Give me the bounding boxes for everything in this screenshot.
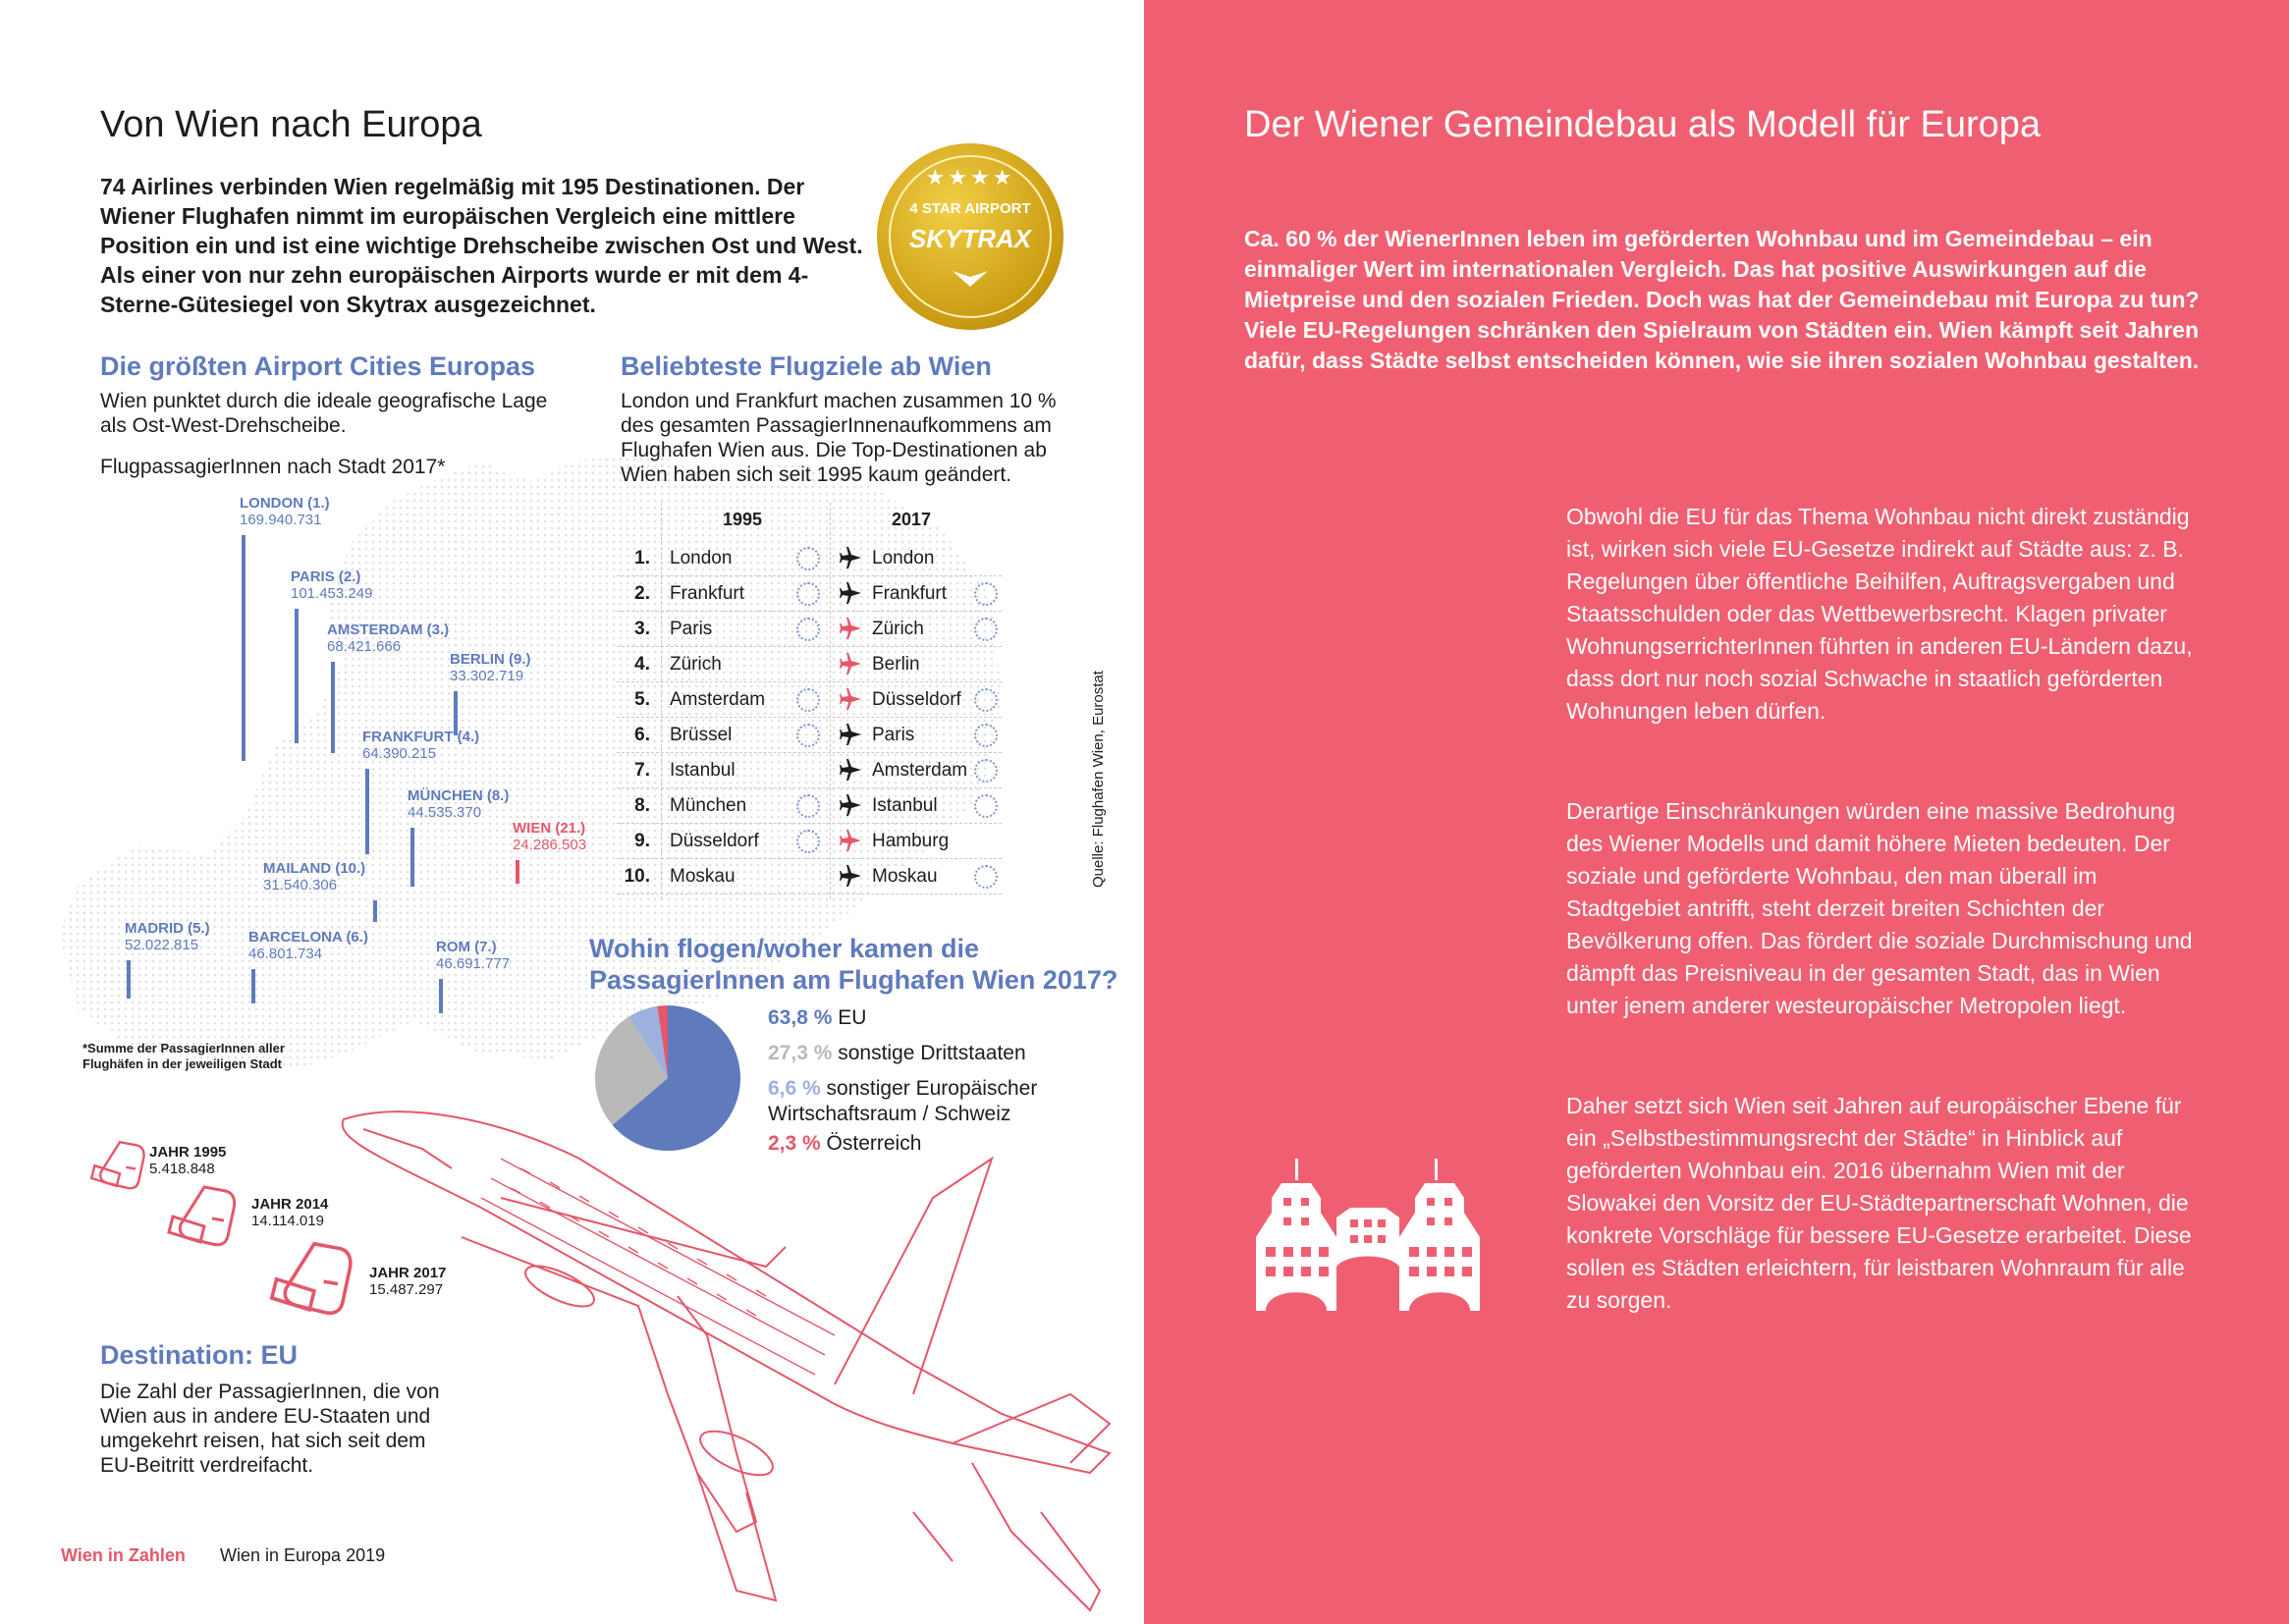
- footer-brand: Wien in Zahlen: [61, 1545, 186, 1565]
- dotted-circle-icon: [796, 547, 820, 570]
- destination-1995: München: [670, 795, 747, 816]
- table-row: [617, 752, 1002, 788]
- pie-legend-label: EU: [838, 1006, 867, 1029]
- pie-legend-label: sonstige Drittstaaten: [838, 1042, 1026, 1064]
- city-bar: [127, 960, 131, 999]
- dotted-circle-icon: [796, 794, 820, 818]
- dotted-circle-icon: [974, 794, 998, 818]
- right-title: Der Wiener Gemeindebau als Modell für Europa: [1244, 104, 2042, 145]
- destination-2017: Düsseldorf: [872, 689, 961, 710]
- destination-2017: Frankfurt: [872, 583, 948, 604]
- city-value: 169.940.731: [240, 512, 322, 528]
- footer-publication: Wien in Europa 2019: [220, 1545, 386, 1565]
- year-label: JAHR 1995: [149, 1144, 227, 1161]
- pie-legend-pct: 63,8 %: [768, 1006, 839, 1029]
- pie-legend-pct: 27,3 %: [768, 1042, 839, 1064]
- city-bar: [295, 609, 299, 743]
- footnote: *Summe der PassagierInnen aller Flughäfen in der jeweiligen Stadt: [82, 1041, 285, 1071]
- airplane-icon: [839, 829, 862, 852]
- table-row: [617, 646, 1002, 682]
- dotted-circle-icon: [974, 865, 998, 889]
- city-value: 31.540.306: [263, 877, 338, 893]
- pie-legend-label: Österreich: [826, 1132, 922, 1155]
- airplane-illustration: [324, 1100, 1144, 1620]
- destination-1995: Düsseldorf: [670, 831, 759, 851]
- table-row: [617, 575, 1002, 612]
- city-bar: [439, 979, 443, 1013]
- pie-legend-pct: 6,6 %: [768, 1077, 827, 1100]
- city-value: 24.286.503: [513, 837, 587, 853]
- dotted-circle-icon: [796, 724, 820, 747]
- city-name: MÜNCHEN (8.): [408, 787, 510, 804]
- year-value: 15.487.297: [369, 1281, 444, 1298]
- dotted-circle-icon: [796, 688, 820, 712]
- city-value: 46.801.734: [248, 946, 323, 962]
- city-name: LONDON (1.): [240, 495, 330, 512]
- gemeindebau-building-icon: [1252, 1159, 1488, 1316]
- seat-icon: [267, 1239, 373, 1322]
- year-value: 14.114.019: [251, 1213, 324, 1229]
- destination-1995: Frankfurt: [670, 583, 745, 604]
- pie-legend-label: sonstiger Europäischer Wirtschaftsraum / Schweiz: [768, 1077, 1038, 1125]
- airplane-icon: [839, 652, 862, 676]
- city-bar: [410, 828, 414, 887]
- right-lead: Ca. 60 % der WienerInnen leben im geförderten Wohnbau und im Gemeindebau – ein einmaliger Wert im internationalen Vergleich. Das hat positive Auswirkungen auf die Mietpreise und den sozialen Frieden. Doch was hat der Gemeindebau mit Europa zu tun? Viele EU-Regelungen schränken den Spielraum von Städten ein. Wien kämpft seit Jahren dafür, dass Städte selbst entscheiden können, wie sie ihren sozialen Wohnbau gestalten.: [1244, 226, 2200, 373]
- destination-2017: Berlin: [872, 654, 920, 675]
- city-value: 64.390.215: [362, 745, 437, 762]
- destination-1995: Moskau: [670, 866, 736, 887]
- destination-1995: London: [670, 548, 733, 568]
- destination-eu-text: Die Zahl der PassagierInnen, die von Wien aus in andere EU-Staaten und umgekehrt reisen, hat sich seit dem EU-Beitritt verdreifacht.: [100, 1380, 440, 1477]
- rank: 3.: [634, 619, 650, 639]
- airplane-icon: [839, 617, 862, 640]
- badge-stars: ★★★★: [925, 165, 1015, 189]
- dotted-circle-icon: [974, 582, 998, 606]
- airplane-icon: [839, 758, 862, 782]
- col-2017: 2017: [892, 510, 932, 529]
- city-bar: [516, 860, 519, 884]
- table-row: [617, 858, 1002, 894]
- pie-legend-item: [768, 1005, 1082, 1031]
- airplane-icon: [839, 864, 862, 888]
- city-bar: [373, 900, 377, 922]
- rank: 9.: [634, 831, 650, 851]
- badge-wings-icon: [951, 263, 990, 291]
- right-page: [1144, 0, 2289, 1624]
- dotted-circle-icon: [974, 688, 998, 712]
- rank: 10.: [624, 866, 650, 887]
- destination-2017: Moskau: [872, 866, 938, 887]
- city-name: BERLIN (9.): [450, 651, 531, 668]
- rank: 1.: [634, 548, 650, 568]
- right-paragraph-1: Obwohl die EU für das Thema Wohnbau nicht direkt zuständig ist, wirken sich viele EU-Gesetze indirekt auf Städte aus: z. B. Regelungen über öffentliche Beihilfen, Auftragsvergaben und Staatsschulden oder das Wettbewerbsrecht. Klagen privater WohnungserrichterInnen führten in anderen EU-Ländern dazu, dass dort nur noch sozial Schwache in staatlich geförderten Wohnungen leben dürfen.: [1566, 504, 2193, 724]
- city-name: MAILAND (10.): [263, 860, 366, 877]
- city-name: PARIS (2.): [291, 568, 361, 585]
- city-bar: [242, 535, 245, 761]
- rank: 8.: [634, 795, 650, 816]
- year-label: JAHR 2014: [251, 1196, 329, 1213]
- destination-2017: Istanbul: [872, 795, 938, 816]
- source-note: Quelle: Flughafen Wien, Eurostat: [1090, 671, 1107, 888]
- skytrax-badge: [877, 143, 1063, 330]
- city-name: FRANKFURT (4.): [362, 729, 480, 745]
- dotted-circle-icon: [974, 724, 998, 747]
- city-value: 44.535.370: [408, 804, 482, 821]
- left-page: [0, 0, 1144, 1624]
- badge-line1: 4 STAR AIRPORT: [909, 200, 1031, 217]
- airport-cities-subtitle: FlugpassagierInnen nach Stadt 2017*: [100, 456, 446, 478]
- table-row: [617, 823, 1002, 859]
- table-row: [617, 540, 1002, 576]
- dotted-circle-icon: [974, 759, 998, 783]
- rank: 5.: [634, 689, 650, 710]
- destinations-heading: Beliebteste Flugziele ab Wien: [621, 352, 992, 381]
- airplane-icon: [839, 546, 862, 569]
- city-value: 33.302.719: [450, 668, 524, 684]
- city-bar: [331, 662, 335, 753]
- table-row: [617, 681, 1002, 718]
- destination-1995: Brüssel: [670, 725, 733, 745]
- destination-1995: Istanbul: [670, 760, 736, 781]
- destination-2017: Hamburg: [872, 831, 950, 851]
- city-value: 68.421.666: [327, 638, 402, 655]
- airport-cities-heading: Die größten Airport Cities Europas: [100, 352, 536, 381]
- rank: 4.: [634, 654, 650, 675]
- destination-1995: Zürich: [670, 654, 722, 675]
- destination-2017: Paris: [872, 725, 915, 745]
- dotted-circle-icon: [796, 582, 820, 606]
- city-name: MADRID (5.): [125, 920, 210, 937]
- table-row: [617, 611, 1002, 647]
- airplane-icon: [839, 723, 862, 746]
- page-title: Von Wien nach Europa: [100, 104, 482, 145]
- destinations-text: London und Frankfurt machen zusammen 10 % des gesamten PassagierInnenaufkommens am Flughafen Wien aus. Die Top-Destinationen ab Wien haben sich seit 1995 kaum geändert.: [621, 390, 1057, 486]
- year-label: JAHR 2017: [369, 1265, 447, 1281]
- rank: 7.: [634, 760, 650, 781]
- airplane-icon: [839, 687, 862, 711]
- col-1995: 1995: [723, 510, 763, 529]
- destination-1995: Amsterdam: [670, 689, 766, 710]
- rank: 2.: [634, 583, 650, 604]
- intro-text: 74 Airlines verbinden Wien regelmäßig mit 195 Destinationen. Der Wiener Flughafen nimmt im europäischen Vergleich eine mittlere Position ein und ist eine wichtige Drehscheibe zwischen Ost und West. Als einer von nur zehn europäischen Airports wurde er mit dem 4-Sterne-Gütesiegel von Skytrax ausgezeichnet.: [100, 174, 863, 317]
- city-name: BARCELONA (6.): [248, 929, 368, 946]
- pie-heading: Wohin flogen/woher kamen die PassagierInnen am Flughafen Wien 2017?: [589, 934, 1118, 995]
- destination-2017: Amsterdam: [872, 760, 968, 781]
- airplane-icon: [839, 581, 862, 605]
- destination-1995: Paris: [670, 619, 713, 639]
- year-value: 5.418.848: [149, 1161, 215, 1177]
- rank: 6.: [634, 725, 650, 745]
- dotted-circle-icon: [974, 618, 998, 641]
- city-value: 46.691.777: [436, 955, 511, 972]
- pie-legend-pct: 2,3 %: [768, 1132, 827, 1155]
- city-name: ROM (7.): [436, 939, 497, 955]
- table-row: [617, 787, 1002, 824]
- city-value: 52.022.815: [125, 937, 199, 953]
- destination-2017: London: [872, 548, 935, 568]
- seat-icon: [165, 1183, 253, 1252]
- destination-2017: Zürich: [872, 619, 924, 639]
- airport-cities-text: Wien punktet durch die ideale geografische Lage als Ost-West-Drehscheibe.: [100, 390, 548, 437]
- dotted-circle-icon: [796, 830, 820, 853]
- city-value: 101.453.249: [291, 585, 373, 602]
- right-paragraph-3: Daher setzt sich Wien seit Jahren auf europäischer Ebene für ein „Selbstbestimmungsrecht der Städte“ in Hinblick auf geförderten Wohnbau ein. 2016 übernahm Wien mit der Slowakei den Vorsitz der EU-Städtepartnerschaft Wohnen, die konkrete Vorschläge für bessere EU-Gesetze erarbeitet. Diese sollen es Städten erleichtern, für leistbaren Wohnraum für alle zu sorgen.: [1566, 1093, 2192, 1313]
- city-bar: [365, 769, 369, 854]
- table-row: [617, 717, 1002, 753]
- airplane-icon: [839, 793, 862, 817]
- destination-eu-heading: Destination: EU: [100, 1340, 299, 1370]
- pie-legend-item: [768, 1041, 1082, 1066]
- badge-line2: SKYTRAX: [908, 224, 1032, 253]
- city-name: WIEN (21.): [513, 820, 586, 837]
- city-name: AMSTERDAM (3.): [327, 622, 450, 638]
- city-bar: [251, 969, 255, 1003]
- right-paragraph-2: Derartige Einschränkungen würden eine massive Bedrohung des Wiener Modells und damit höhere Mieten bedeuten. Der soziale und geförderte Wohnbau, den man überall im Stadtgebiet antrifft, steht derzeit breiten Schichten der Bevölkerung offen. Das fördert die soziale Durchmischung und dämpft das Preisniveau in der gesamten Stadt, das in Wien unter jenem anderer westeuropäischer Metropolen liegt.: [1566, 798, 2193, 1018]
- dotted-circle-icon: [796, 618, 820, 641]
